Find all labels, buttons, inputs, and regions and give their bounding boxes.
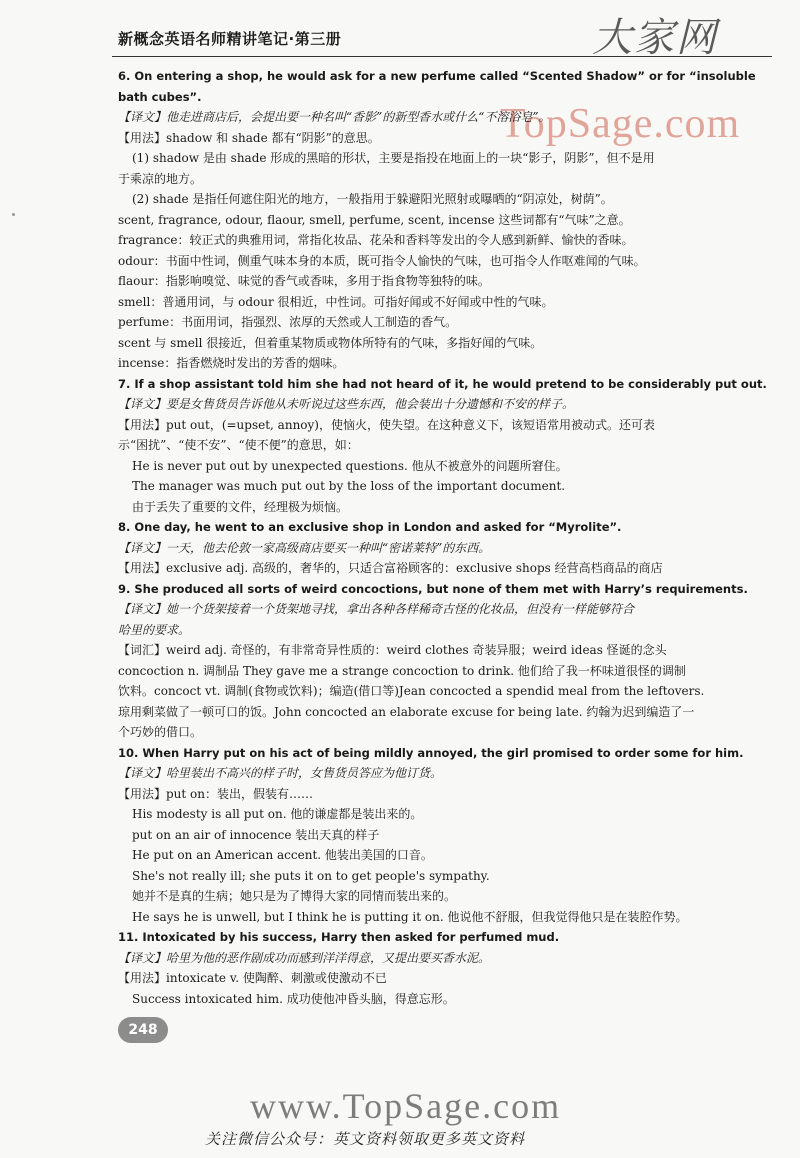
logo-text: 大家网 bbox=[592, 15, 718, 61]
text-line: 她并不是真的生病；她只是为了博得大家的同情而装出来的。 bbox=[132, 889, 457, 903]
sentence-heading: 11. Intoxicated by his success, Harry then asked for perfumed mud. bbox=[118, 930, 560, 944]
text-line: 哈里的要求。 bbox=[118, 622, 191, 637]
text-line: The manager was much put out by the loss of the important document. bbox=[132, 479, 566, 493]
text-line: put on an air of innocence 装出天真的样子 bbox=[132, 827, 380, 842]
page-content bbox=[118, 66, 778, 1009]
header-title: 新概念英语名师精讲笔记·第三册 bbox=[118, 30, 342, 48]
text-line: smell：普通用词，与 odour 很相近，中性词。可指好闻或不好闻或中性的气味。 bbox=[118, 294, 554, 309]
text-line: He says he is unwell, but I think he is putting it on. 他说他不舒服，但我觉得他只是在装腔作势。 bbox=[132, 909, 688, 924]
page-number: 248 bbox=[118, 1017, 168, 1043]
text-line: 琼用剩菜做了一顿可口的饭。John concocted an elaborate excuse for being late. 约翰为迟到编造了一 bbox=[118, 704, 695, 719]
text-line: 【译文】哈里为他的恶作剧成功而感到洋洋得意，又提出要买香水泥。 bbox=[118, 950, 491, 965]
text-line: scent, fragrance, odour, flaour, smell, perfume, scent, incense 这些词都有“气味”之意。 bbox=[118, 212, 631, 227]
logo-triangle-icon bbox=[545, 4, 587, 50]
margin-dot bbox=[12, 213, 15, 216]
text-line: 【译文】她一个货架接着一个货架地寻找，拿出各种各样稀奇古怪的化妆品，但没有一样能够符合 bbox=[118, 602, 635, 616]
text-line: 由于丢失了重要的文件，经理极为烦恼。 bbox=[132, 499, 349, 514]
text-line: 【用法】shadow 和 shade 都有“阴影”的意思。 bbox=[118, 130, 380, 145]
text-line: 【译文】哈里装出不高兴的样子时，女售货员答应为他订货。 bbox=[118, 766, 443, 780]
watermark-text: TopSage.com bbox=[500, 101, 741, 147]
sentence-heading: 9. She produced all sorts of weird concoctions, but none of them met with Harry’s requirements. bbox=[118, 581, 748, 596]
text-line: fragrance：较正式的典雅用词，常指化妆品、花朵和香料等发出的令人感到新鲜、愉快的香味。 bbox=[118, 233, 634, 247]
footer-note: 关注微信公众号：英文资料领取更多英文资料 bbox=[205, 1130, 526, 1148]
text-line: 【译文】要是女售货员告诉他从未听说过这些东西，他会装出十分遗憾和不安的样子。 bbox=[118, 397, 575, 411]
text-line: 个巧妙的借口。 bbox=[118, 725, 203, 739]
text-line: 【词汇】weird adj. 奇怪的，有非常奇异性质的：weird clothes 奇装异服；weird ideas 怪诞的念头 bbox=[118, 643, 667, 657]
sentence-heading: 10. When Harry put on his act of being mildly annoyed, the girl promised to order some for him. bbox=[118, 745, 744, 760]
text-line: 【用法】intoxicate v. 使陶醉、刺激或使激动不已 bbox=[118, 971, 387, 985]
text-line: She's not really ill; she puts it on to get people's sympathy. bbox=[132, 868, 490, 883]
sentence-heading: 7. If a shop assistant told him she had not heard of it, he would pretend to be considerably put out. bbox=[118, 376, 767, 391]
text-line: He put on an American accent. 他装出美国的口音。 bbox=[132, 848, 433, 862]
text-line: (1) shadow 是由 shade 形成的黑暗的形状，主要是指投在地面上的一块“影子，阴影”，但不是用 bbox=[132, 151, 655, 165]
text-line: 【用法】put out，(=upset, annoy)，使恼火，使失望。在这种意义下，该短语常用被动式。还可表 bbox=[118, 417, 655, 432]
text-line: (2) shade 是指任何遮住阳光的地方，一般指用于躲避阳光照射或曝晒的“阴凉处，树荫”。 bbox=[132, 192, 613, 206]
text-line: He is never put out by unexpected questions. 他从不被意外的问题所窘住。 bbox=[132, 458, 568, 473]
text-line: 【用法】put on：装出，假装有…… bbox=[118, 786, 314, 801]
text-line: scent 与 smell 很接近，但着重某物质或物体所特有的气味，多指好闻的气味。 bbox=[118, 335, 543, 350]
text-line: flaour：指影响嗅觉、味觉的香气或香味，多用于指食物等独特的味。 bbox=[118, 274, 490, 288]
text-line: concoction n. 调制品 They gave me a strange concoction to drink. 他们给了我一杯味道很怪的调制 bbox=[118, 663, 686, 678]
text-line: 【译文】一天，他去伦敦一家高级商店要买一种叫“密诺莱特”的东西。 bbox=[118, 540, 491, 555]
text-line: His modesty is all put on. 他的谦虚都是装出来的。 bbox=[132, 807, 423, 821]
text-line: Success intoxicated him. 成功使他冲昏头脑，得意忘形。 bbox=[132, 991, 455, 1006]
footer-url[interactable]: www.TopSage.com bbox=[250, 1086, 562, 1126]
text-line: incense：指香燃烧时发出的芳香的烟味。 bbox=[118, 356, 345, 370]
text-line: 【译文】他走进商店后，会提出要一种名叫“香影”的新型香水或什么“不溶浴皂”。 bbox=[118, 110, 551, 124]
text-line: 饮料。concoct vt. 调制(食物或饮料)；编造(借口等)Jean concocted a spendid meal from the leftovers. bbox=[118, 684, 705, 698]
text-line: perfume：书面用词，指强烈、浓厚的天然或人工制造的香气。 bbox=[118, 315, 458, 329]
text-line: odour：书面中性词，侧重气味本身的本质，既可指令人愉快的气味，也可指令人作呕难闻的气味。 bbox=[118, 253, 646, 268]
text-line: 【用法】exclusive adj. 高级的，奢华的，只适合富裕顾客的：exclusive shops 经营高档商品的商店 bbox=[118, 561, 663, 575]
sentence-heading: 8. One day, he went to an exclusive shop in London and asked for “Myrolite”. bbox=[118, 520, 622, 534]
text-line: 示“困扰”、“使不安”、“使不便”的意思，如： bbox=[118, 438, 359, 452]
sentence-heading: 6. On entering a shop, he would ask for a new perfume called “Scented Shadow” or for “insoluble bath cubes”. bbox=[118, 69, 756, 104]
text-line: 于乘凉的地方。 bbox=[118, 171, 203, 186]
